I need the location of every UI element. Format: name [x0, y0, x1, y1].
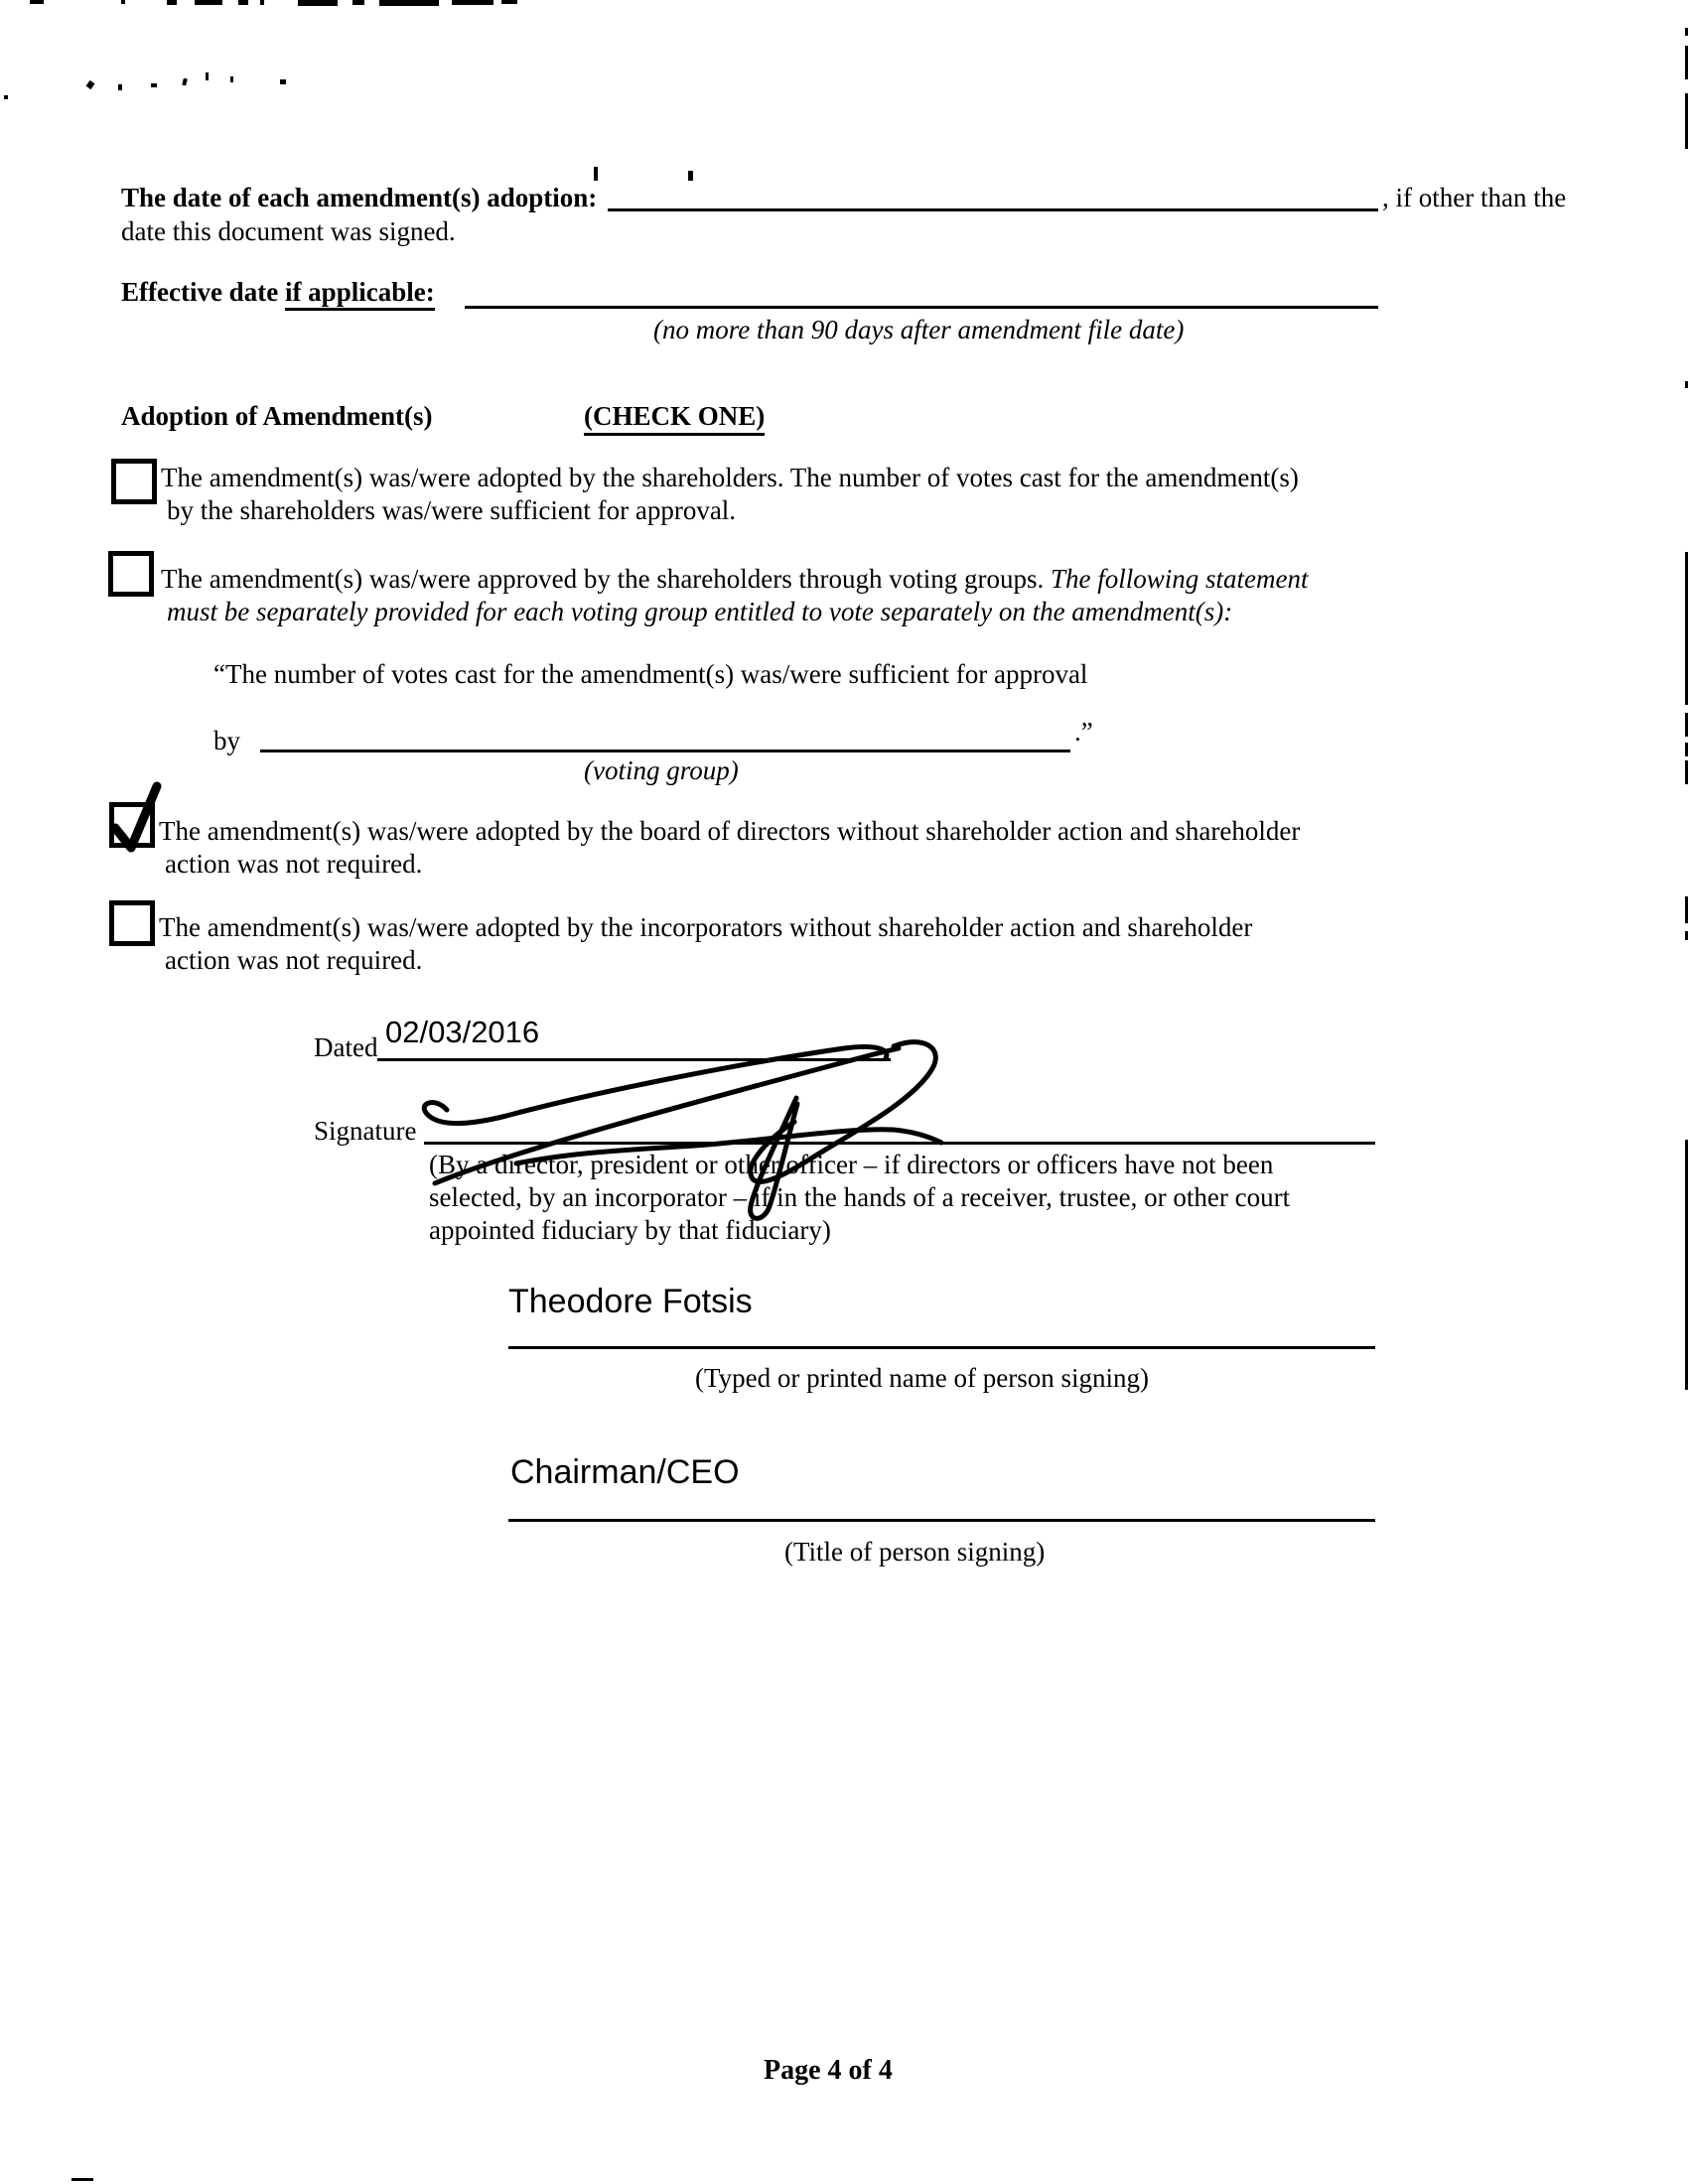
- signature-note-line3: appointed fiduciary by that fiduciary): [429, 1215, 831, 1245]
- option-voting-groups-line1: The amendment(s) was/were approved by the shareholders through voting groups. The following statement: [161, 564, 1309, 594]
- dated-label: Dated: [314, 1032, 378, 1062]
- option-shareholders-line1: The amendment(s) was/were adopted by the shareholders. The number of votes cast for the amendment(s): [161, 463, 1299, 492]
- option-board-line2: action was not required.: [165, 849, 423, 879]
- effective-date-label: Effective date if applicable:: [121, 277, 435, 308]
- voting-group-caption: (voting group): [584, 755, 739, 785]
- dated-value: 02/03/2016: [385, 1015, 540, 1049]
- effective-date-hint: (no more than 90 days after amendment file date): [653, 315, 1185, 344]
- page-indicator: Page 4 of 4: [764, 2055, 893, 2086]
- adoption-date-label-line2: date this document was signed.: [121, 216, 456, 246]
- option-voting-groups-line2: must be separately provided for each voting group entitled to vote separately on the amendment(s):: [167, 597, 1233, 626]
- signature-label: Signature: [314, 1116, 417, 1146]
- typed-name-line[interactable]: [508, 1346, 1375, 1349]
- adoption-date-label: The date of each amendment(s) adoption:: [121, 183, 598, 212]
- adoption-date-suffix: , if other than the: [1382, 183, 1567, 212]
- voting-quote: “The number of votes cast for the amendment(s) was/were sufficient for approval: [213, 659, 1088, 689]
- by-label: by: [213, 726, 240, 755]
- by-suffix: .”: [1074, 717, 1093, 747]
- typed-name-caption: (Typed or printed name of person signing): [695, 1363, 1149, 1393]
- title-value: Chairman/CEO: [510, 1453, 740, 1491]
- title-caption: (Title of person signing): [784, 1537, 1046, 1567]
- scan-artifact: [71, 2178, 93, 2181]
- option-shareholders-line2: by the shareholders was/were sufficient for approval.: [167, 495, 737, 525]
- typed-name-value: Theodore Fotsis: [508, 1283, 753, 1320]
- signature-blank-line[interactable]: [424, 1142, 1375, 1145]
- adoption-heading: Adoption of Amendment(s): [121, 401, 433, 431]
- signature-note-line1: (By a director, president or other officer – if directors or officers have not been: [429, 1150, 1274, 1179]
- check-one-label: (CHECK ONE): [584, 401, 765, 436]
- option-incorporators-line1: The amendment(s) was/were adopted by the incorporators without shareholder action and shareholder: [159, 912, 1253, 942]
- option-board-line1: The amendment(s) was/were adopted by the board of directors without shareholder action and shareholder: [159, 816, 1301, 846]
- title-line[interactable]: [508, 1519, 1375, 1522]
- signature-note-line2: selected, by an incorporator – if in the hands of a receiver, trustee, or other court: [429, 1182, 1291, 1212]
- option-incorporators-line2: action was not required.: [165, 945, 423, 975]
